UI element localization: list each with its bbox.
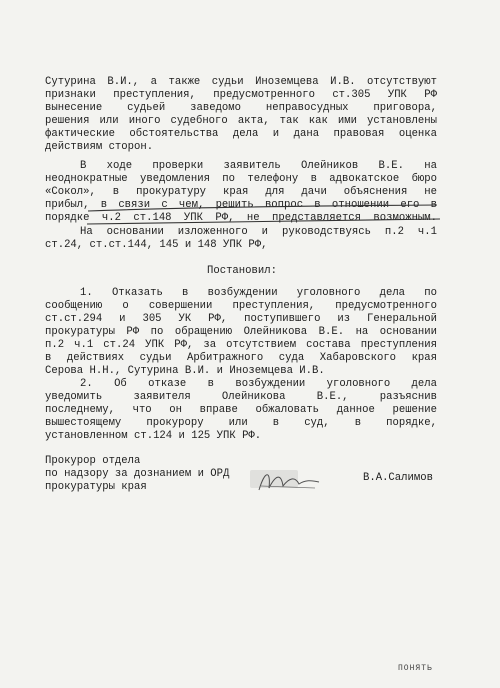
para1-line: Сутурина В.И., а также судьи Иноземцева И.В. отсутствуют	[45, 76, 437, 88]
para1-line: признаки преступления, предусмотренного ст.305 УПК РФ	[45, 89, 437, 101]
para2-line: порядке ч.2 ст.148 УПК РФ, не представляется возможным.	[45, 212, 437, 224]
para2-line: В ходе проверки заявитель Олейников В.Е. на	[80, 160, 437, 172]
item2-line: установленном ст.124 и 125 УПК РФ.	[45, 430, 262, 442]
para1-line: решения или иного судебного акта, так как ими установлены	[45, 115, 437, 127]
footer-mark: ПОНЯТЬ	[398, 664, 433, 673]
item1-line: п.2 ч.1 ст.24 УПК РФ, за отсутствием состава преступления	[45, 339, 437, 351]
pen-underline	[85, 196, 445, 230]
para1-line: действиям сторон.	[45, 141, 154, 153]
item2-line: последнему, что он вправе обжаловать данное решение	[45, 404, 437, 416]
decision-heading: Постановил:	[207, 265, 277, 277]
item1-line: сообщению о совершении преступления, предусмотренного	[45, 300, 437, 312]
para3-line: На основании изложенного и руководствуясь п.2 ч.1	[80, 226, 437, 238]
para2-line: «Сокол», в прокуратуру края для дачи объяснения не	[45, 186, 437, 198]
signatory-name: В.А.Салимов	[363, 472, 433, 484]
para2-line: неоднократные уведомления по телефону в адвокатское бюро	[45, 173, 437, 185]
item1-line: ст.ст.294 и 305 УК РФ, поступившего из Генеральной	[45, 313, 437, 325]
item1-line: Серова Н.Н., Сутурина В.И. и Иноземцева И.В.	[45, 365, 325, 377]
item2-line: 2. Об отказе в возбуждении уголовного дела	[80, 378, 437, 390]
scan-smudge	[250, 470, 298, 488]
para1-line: вынесение судьей заведомо неправосудных приговора,	[45, 102, 437, 114]
item1-line: 1. Отказать в возбуждении уголовного дела по	[80, 287, 437, 299]
para1-line: фактические обстоятельства дела и дана правовая оценка	[45, 128, 437, 140]
signature-title-line: прокуратуры края	[45, 481, 147, 493]
item1-line: в действиях судьи Арбитражного суда Хабаровского края	[45, 352, 437, 364]
item2-line: уведомить заявителя Олейникова В.Е., разъяснив	[45, 391, 437, 403]
signature-title-line: по надзору за дознанием и ОРД	[45, 468, 230, 480]
signature-title-line: Прокурор отдела	[45, 455, 141, 467]
item2-line: вышестоящему прокурору или в суд, в порядке,	[45, 417, 437, 429]
para2-line: прибыл, в связи с чем, решить вопрос в отношении его в	[45, 199, 437, 211]
item1-line: прокуратуры РФ по обращению Олейникова В.Е. на основании	[45, 326, 437, 338]
para3-line: ст.24, ст.ст.144, 145 и 148 УПК РФ,	[45, 239, 268, 251]
